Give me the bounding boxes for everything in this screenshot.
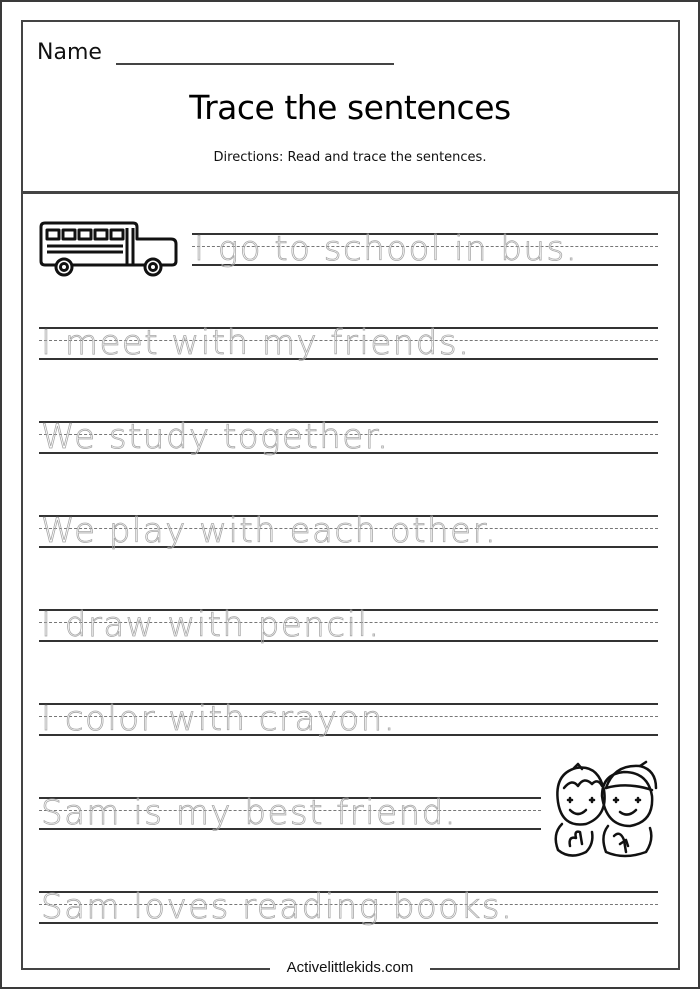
trace-sentence[interactable]: I color with crayon.: [41, 699, 397, 739]
trace-row-5: [39, 605, 658, 645]
trace-row-7: [39, 793, 541, 833]
trace-sentence[interactable]: Sam is my best friend.: [41, 793, 457, 833]
name-label: Name: [37, 40, 102, 65]
trace-row-4: [39, 511, 658, 551]
footer-site-link[interactable]: Activelittlekids.com: [270, 957, 430, 979]
worksheet-title: Trace the sentences: [189, 88, 511, 127]
trace-sentence[interactable]: I draw with pencil.: [41, 605, 381, 645]
trace-sentence[interactable]: We study together.: [41, 417, 390, 457]
trace-row-2: [39, 323, 658, 363]
trace-row-6: [39, 699, 658, 739]
trace-sentence[interactable]: Sam loves reading books.: [41, 887, 514, 927]
name-input-line[interactable]: [116, 63, 394, 65]
school-bus-icon: [37, 221, 179, 277]
trace-sentence[interactable]: I go to school in bus.: [194, 229, 579, 269]
directions-text: Directions: Read and trace the sentences.: [213, 150, 487, 165]
trace-row-3: [39, 417, 658, 457]
trace-sentence[interactable]: I meet with my friends.: [41, 323, 471, 363]
header-divider: [21, 191, 680, 194]
two-kids-icon: [548, 760, 660, 862]
trace-row-1: [192, 229, 658, 269]
trace-row-8: [39, 887, 658, 927]
trace-sentence[interactable]: We play with each other.: [41, 511, 498, 551]
